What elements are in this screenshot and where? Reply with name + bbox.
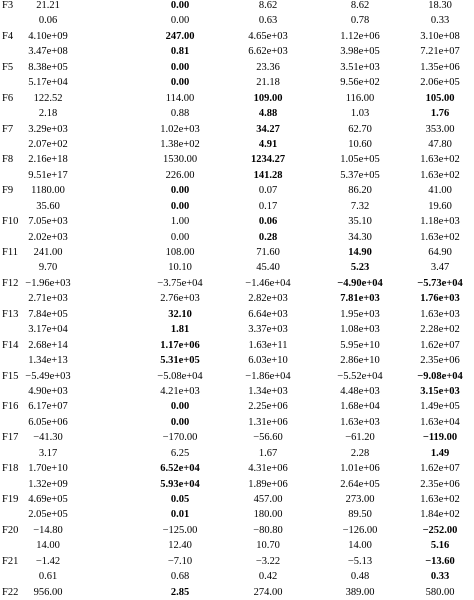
table-cell: 64.90: [428, 247, 452, 258]
table-row: [0, 13, 474, 28]
table-row: [0, 106, 474, 121]
table-cell: 105.00: [425, 92, 455, 104]
table-cell: −119.00: [422, 432, 458, 444]
table-cell: 3.10e+08: [420, 30, 460, 42]
table-row: [0, 199, 474, 214]
table-cell: 6.05e+06: [28, 416, 68, 428]
table-row: [0, 523, 474, 538]
table-cell: 2.18: [38, 108, 58, 120]
table-cell: 4.21e+03: [160, 385, 200, 397]
table-cell: 274.00: [253, 586, 283, 598]
table-cell: 2.71e+03: [28, 293, 68, 305]
table-cell: 0.68: [170, 571, 190, 583]
table-cell: 5.16: [430, 540, 450, 552]
table-cell: 6.52e+04: [160, 463, 200, 475]
table-cell: 34.27: [256, 123, 280, 135]
table-row: [0, 245, 474, 260]
table-cell: 41.00: [428, 185, 452, 197]
table-cell: 3.15e+03: [420, 385, 460, 397]
table-cell: 5.95e+10: [340, 339, 380, 351]
table-cell: 1.84e+02: [420, 509, 460, 521]
table-cell: 1.03: [350, 108, 370, 120]
function-label: F8: [2, 154, 14, 166]
table-cell: 0.00: [170, 15, 190, 27]
table-cell: 122.52: [33, 92, 63, 104]
table-cell: 34.30: [348, 231, 372, 243]
table-cell: 2.35e+06: [420, 355, 460, 367]
table-cell: 1.12e+06: [340, 30, 380, 42]
function-label: F7: [2, 123, 14, 135]
table-cell: 1.31e+06: [248, 416, 288, 428]
table-row: [0, 183, 474, 198]
table-cell: 108.00: [165, 247, 195, 258]
table-cell: 0.00: [170, 401, 190, 413]
table-cell: 21.21: [36, 0, 60, 11]
table-cell: 5.31e+05: [160, 355, 200, 367]
table-cell: 241.00: [33, 247, 63, 258]
table-cell: 14.90: [348, 247, 372, 258]
table-cell: 6.64e+03: [248, 308, 288, 320]
table-cell: 1.63e+04: [420, 416, 460, 428]
function-label: F13: [2, 308, 19, 320]
table-cell: 86.20: [348, 185, 372, 197]
table-cell: 1.63e+02: [420, 231, 460, 243]
table-cell: −80.80: [253, 524, 283, 536]
table-cell: 0.33: [430, 15, 450, 27]
table-cell: 2.02e+03: [28, 231, 68, 243]
table-cell: 6.62e+03: [248, 46, 288, 58]
table-cell: 116.00: [345, 92, 375, 104]
table-cell: −13.60: [425, 555, 455, 567]
function-label: F6: [2, 92, 14, 104]
table-row: [0, 446, 474, 461]
table-cell: 1.49e+05: [420, 401, 460, 413]
table-cell: 1.63e+03: [420, 308, 460, 320]
table-cell: 1.68e+04: [340, 401, 380, 413]
table-cell: 1.63e+02: [420, 154, 460, 166]
table-cell: 9.51e+17: [28, 169, 68, 181]
table-cell: 2.85: [170, 586, 190, 598]
table-cell: −5.08e+04: [157, 370, 203, 382]
table-cell: 1.49: [430, 447, 450, 459]
table-row: [0, 214, 474, 229]
table-cell: 2.86e+10: [340, 355, 380, 367]
table-cell: 5.37e+05: [340, 169, 380, 181]
table-cell: −125.00: [162, 524, 198, 536]
table-cell: −1.86e+04: [245, 370, 291, 382]
table-cell: 35.10: [348, 216, 372, 228]
table-cell: 389.00: [345, 586, 375, 598]
table-cell: 7.84e+05: [28, 308, 68, 320]
table-cell: 956.00: [33, 586, 63, 598]
table-cell: 1.35e+06: [420, 61, 460, 73]
table-cell: 0.00: [170, 416, 190, 428]
table-row: [0, 291, 474, 306]
table-cell: 0.28: [258, 231, 278, 243]
table-cell: 0.06: [258, 216, 278, 228]
table-row: [0, 230, 474, 245]
table-cell: 1.63e+02: [420, 169, 460, 181]
table-cell: −170.00: [162, 432, 198, 444]
table-cell: 3.37e+03: [248, 324, 288, 336]
table-cell: −1.46e+04: [245, 277, 291, 289]
table-row: [0, 569, 474, 584]
table-cell: 2.68e+14: [28, 339, 68, 351]
table-cell: 0.06: [38, 15, 58, 27]
table-cell: 273.00: [345, 494, 375, 505]
table-cell: 0.48: [350, 571, 370, 583]
table-cell: 1.76: [430, 108, 450, 120]
table-row: [0, 307, 474, 322]
function-label: F3: [2, 0, 14, 11]
table-cell: 9.56e+02: [340, 77, 380, 89]
table-row: [0, 384, 474, 399]
table-cell: 1.81: [170, 324, 190, 336]
table-cell: 62.70: [348, 123, 372, 135]
table-cell: 0.00: [170, 200, 190, 212]
table-cell: 226.00: [165, 169, 195, 181]
table-row: [0, 554, 474, 569]
table-cell: 3.17: [38, 447, 58, 459]
table-cell: 0.00: [170, 231, 190, 243]
table-cell: 2.06e+05: [420, 77, 460, 89]
table-cell: 4.10e+09: [28, 30, 68, 42]
table-cell: 141.28: [253, 169, 283, 181]
table-row: [0, 353, 474, 368]
function-label: F4: [2, 30, 14, 42]
function-label: F12: [2, 277, 19, 289]
table-cell: 2.35e+06: [420, 478, 460, 490]
table-row: [0, 399, 474, 414]
table-row: [0, 369, 474, 384]
table-cell: 1.70e+10: [28, 463, 68, 475]
table-cell: 2.25e+06: [248, 401, 288, 413]
table-cell: 1.63e+11: [248, 339, 288, 351]
table-cell: −9.08e+04: [417, 370, 463, 382]
table-cell: 1.18e+03: [420, 216, 460, 228]
table-cell: 2.05e+05: [28, 509, 68, 521]
function-label: F10: [2, 216, 19, 228]
table-cell: 2.82e+03: [248, 293, 288, 305]
table-cell: 3.47: [430, 262, 450, 274]
table-cell: 10.60: [348, 138, 372, 150]
table-cell: 5.23: [350, 262, 370, 274]
table-cell: 1.34e+13: [28, 355, 68, 367]
table-cell: 1234.27: [250, 154, 286, 166]
table-cell: 3.17e+04: [28, 324, 68, 336]
table-cell: 1.89e+06: [248, 478, 288, 490]
function-label: F5: [2, 61, 14, 73]
function-label: F17: [2, 432, 19, 444]
table-cell: 8.62: [350, 0, 370, 11]
table-row: [0, 461, 474, 476]
table-cell: 7.81e+03: [340, 293, 380, 305]
table-cell: −7.10: [167, 555, 193, 567]
table-cell: 0.63: [258, 15, 278, 27]
table-row: [0, 0, 474, 13]
function-label: F21: [2, 555, 19, 567]
table-cell: −4.90e+04: [337, 277, 383, 289]
table-cell: −252.00: [422, 524, 458, 536]
table-row: [0, 430, 474, 445]
table-cell: 1.01e+06: [340, 463, 380, 475]
table-row: [0, 168, 474, 183]
table-cell: −41.30: [33, 432, 63, 444]
table-cell: 1.95e+03: [340, 308, 380, 320]
table-cell: 5.17e+04: [28, 77, 68, 89]
table-cell: 353.00: [425, 123, 455, 135]
table-cell: 1.62e+07: [420, 339, 460, 351]
table-cell: 3.47e+08: [28, 46, 68, 58]
table-cell: 1.76e+03: [420, 293, 460, 305]
function-label: F15: [2, 370, 19, 382]
table-row: [0, 322, 474, 337]
table-cell: 4.90e+03: [28, 385, 68, 397]
table-cell: 0.00: [170, 61, 190, 73]
table-cell: 7.21e+07: [420, 46, 460, 58]
table-cell: 3.29e+03: [28, 123, 68, 135]
table-cell: 47.80: [428, 138, 452, 150]
table-row: [0, 122, 474, 137]
function-label: F19: [2, 494, 19, 505]
table-cell: 14.00: [348, 540, 372, 552]
table-row: [0, 276, 474, 291]
table-row: [0, 152, 474, 167]
table-cell: 580.00: [425, 586, 455, 598]
table-cell: 8.38e+05: [28, 61, 68, 73]
table-cell: 1.08e+03: [340, 324, 380, 336]
table-cell: 2.07e+02: [28, 138, 68, 150]
table-cell: 2.76e+03: [160, 293, 200, 305]
table-cell: 23.36: [256, 61, 280, 73]
table-cell: 1.62e+07: [420, 463, 460, 475]
table-cell: 1.63e+03: [340, 416, 380, 428]
table-cell: 0.78: [350, 15, 370, 27]
table-cell: 4.91: [258, 138, 278, 150]
function-label: F16: [2, 401, 19, 413]
table-row: [0, 507, 474, 522]
table-row: [0, 91, 474, 106]
table-cell: 4.31e+06: [248, 463, 288, 475]
table-cell: 2.64e+05: [340, 478, 380, 490]
table-cell: 1.63e+02: [420, 494, 460, 505]
table-cell: 457.00: [253, 494, 283, 505]
table-cell: 71.60: [256, 247, 280, 258]
table-row: [0, 137, 474, 152]
table-cell: 0.42: [258, 571, 278, 583]
table-row: [0, 60, 474, 75]
function-label: F9: [2, 185, 14, 197]
table-cell: −126.00: [342, 524, 378, 536]
function-label: F11: [2, 247, 18, 258]
table-row: [0, 75, 474, 90]
function-label: F18: [2, 463, 19, 475]
table-cell: 2.16e+18: [28, 154, 68, 166]
table-cell: 1.05e+05: [340, 154, 380, 166]
table-cell: 6.03e+10: [248, 355, 288, 367]
table-cell: 114.00: [165, 92, 195, 104]
function-label: F14: [2, 339, 19, 351]
table-cell: 109.00: [253, 92, 283, 104]
table-cell: 12.40: [168, 540, 192, 552]
table-cell: 4.69e+05: [28, 494, 68, 505]
function-label: F22: [2, 586, 19, 598]
table-cell: 1.38e+02: [160, 138, 200, 150]
table-cell: 180.00: [253, 509, 283, 521]
table-cell: −5.49e+03: [25, 370, 71, 382]
table-cell: 6.25: [170, 447, 190, 459]
table-row: [0, 338, 474, 353]
table-cell: 1.17e+06: [160, 339, 200, 351]
table-cell: 2.28: [350, 447, 370, 459]
table-cell: 0.81: [170, 46, 190, 58]
table-cell: 14.00: [36, 540, 60, 552]
table-cell: 7.32: [350, 200, 370, 212]
table-row: [0, 415, 474, 430]
table-cell: −5.73e+04: [417, 277, 463, 289]
table-cell: 1530.00: [162, 154, 198, 166]
table-cell: 4.48e+03: [340, 385, 380, 397]
table-cell: 0.33: [430, 571, 450, 583]
table-cell: −5.52e+04: [337, 370, 383, 382]
table-cell: 1.00: [170, 216, 190, 228]
table-row: [0, 538, 474, 553]
table-row: [0, 477, 474, 492]
table-row: [0, 492, 474, 507]
table-cell: −14.80: [33, 524, 63, 536]
table-cell: 1180.00: [31, 185, 65, 197]
table-cell: 247.00: [165, 30, 195, 42]
table-cell: 0.07: [258, 185, 278, 197]
table-cell: 0.05: [170, 494, 190, 505]
table-cell: 89.50: [348, 509, 372, 521]
table-cell: 3.98e+05: [340, 46, 380, 58]
table-cell: 9.70: [38, 262, 58, 274]
table-cell: −56.60: [253, 432, 283, 444]
table-row: [0, 44, 474, 59]
table-cell: 0.61: [38, 571, 58, 583]
table-cell: 4.88: [258, 108, 278, 120]
table-cell: 0.88: [170, 108, 190, 120]
table-cell: 6.17e+07: [28, 401, 68, 413]
table-cell: 35.60: [36, 200, 60, 212]
function-label: F20: [2, 524, 19, 536]
table-cell: 19.60: [428, 200, 452, 212]
table-cell: 0.17: [258, 200, 278, 212]
table-cell: 1.67: [258, 447, 278, 459]
table-row: [0, 29, 474, 44]
table-cell: 5.93e+04: [160, 478, 200, 490]
table-cell: 2.28e+02: [420, 324, 460, 336]
table-cell: 21.18: [256, 77, 280, 89]
table-cell: −1.96e+03: [25, 277, 71, 289]
table-cell: 1.02e+03: [160, 123, 200, 135]
table-cell: 10.70: [256, 540, 280, 552]
table-cell: 4.65e+03: [248, 30, 288, 42]
table-cell: 1.34e+03: [248, 385, 288, 397]
table-row: [0, 585, 474, 600]
table-cell: 0.00: [170, 185, 190, 197]
table-cell: 1.32e+09: [28, 478, 68, 490]
table-cell: 18.30: [428, 0, 452, 11]
table-cell: 3.51e+03: [340, 61, 380, 73]
table-cell: 45.40: [256, 262, 280, 274]
table-cell: 0.00: [170, 77, 190, 89]
table-cell: −61.20: [345, 432, 375, 444]
table-cell: 7.05e+03: [28, 216, 68, 228]
table-cell: 10.10: [168, 262, 192, 274]
table-row: [0, 260, 474, 275]
table-cell: −3.75e+04: [157, 277, 203, 289]
table-cell: 0.00: [170, 0, 190, 11]
table-cell: −3.22: [255, 555, 281, 567]
table-cell: 8.62: [258, 0, 278, 11]
table-cell: −1.42: [35, 555, 61, 567]
table-cell: 0.01: [170, 509, 190, 521]
table-cell: 32.10: [168, 308, 192, 320]
table-cell: −5.13: [347, 555, 373, 567]
